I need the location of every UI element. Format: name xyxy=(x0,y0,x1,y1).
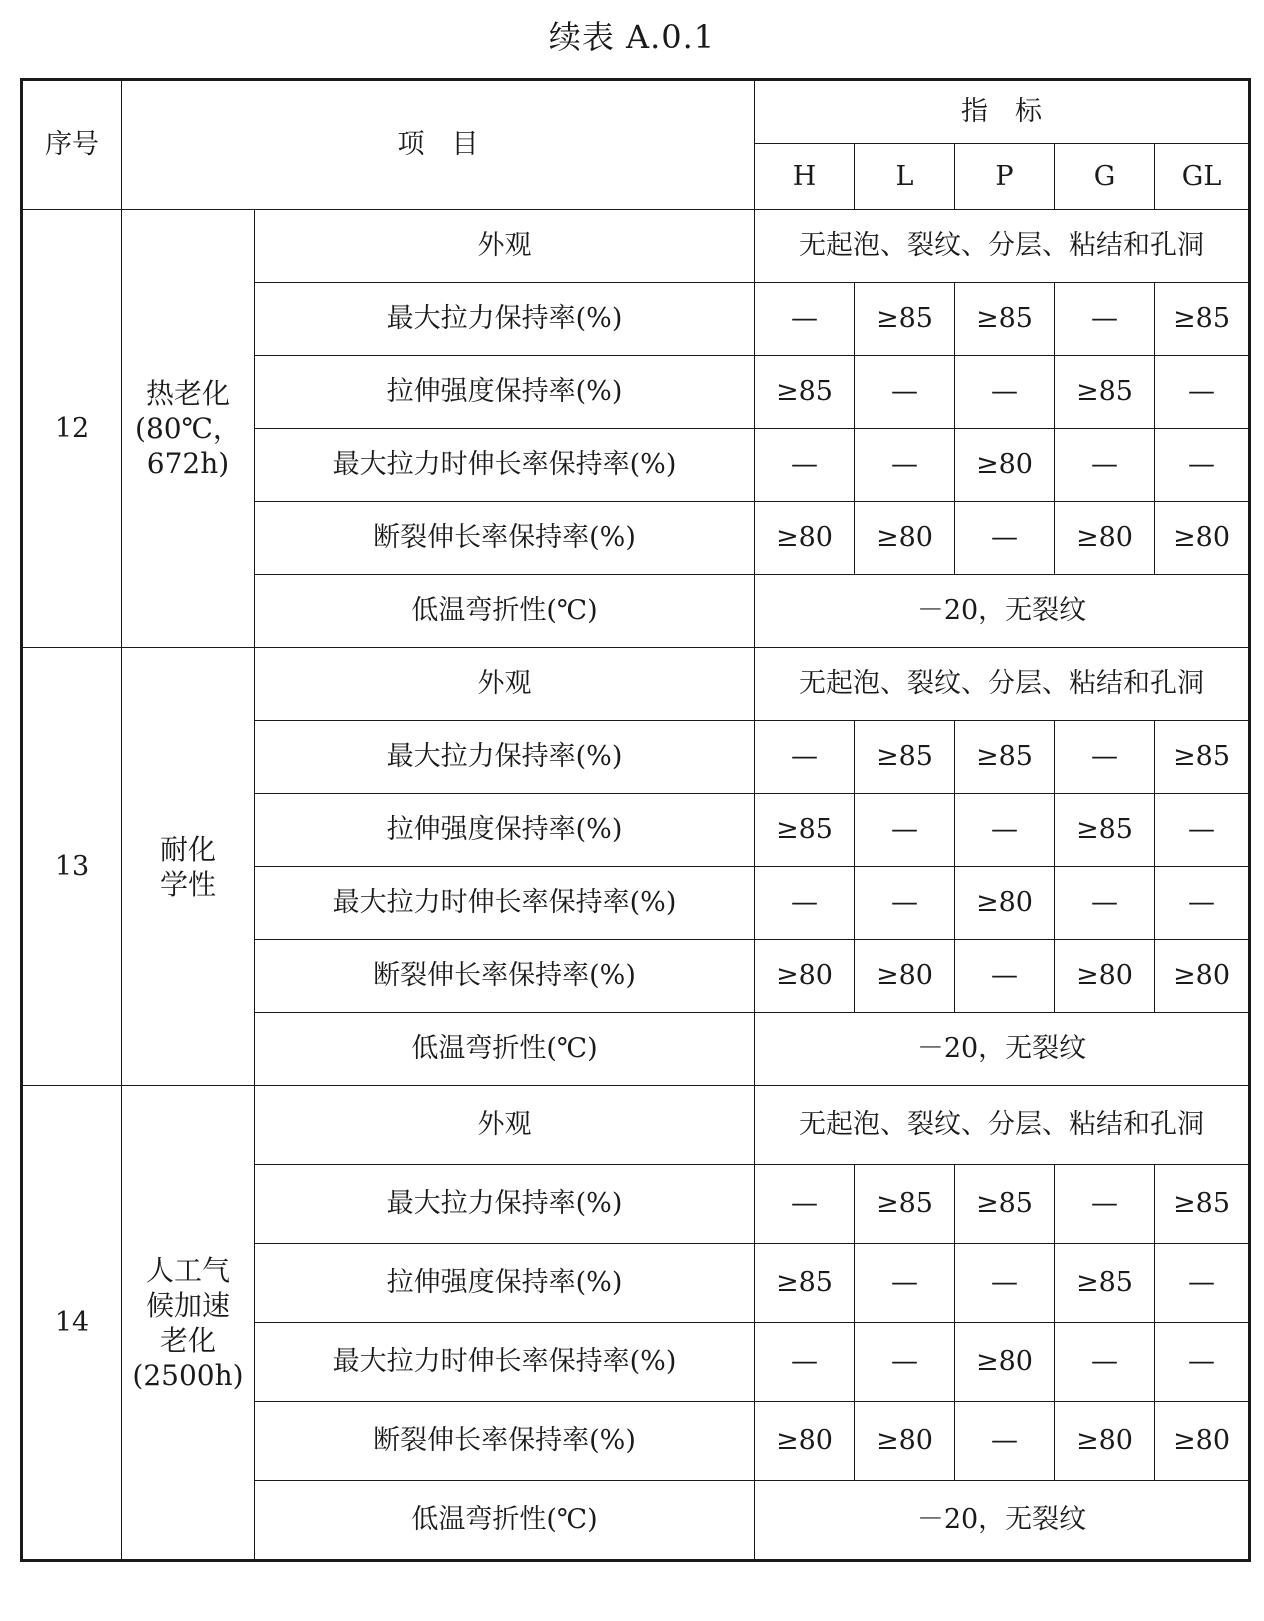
item-label: 最大拉力时伸长率保持率(%) xyxy=(255,1323,755,1402)
group-label xyxy=(122,210,255,648)
value-gl: — xyxy=(1155,1244,1250,1323)
item-label: 低温弯折性(℃) xyxy=(255,1481,755,1561)
spec-table-body xyxy=(22,80,1250,1561)
item-label: 最大拉力时伸长率保持率(%) xyxy=(255,867,755,940)
spanned-value: 无起泡、裂纹、分层、粘结和孔洞 xyxy=(755,648,1250,721)
value-p: — xyxy=(955,356,1055,429)
group-label-line: (2500h) xyxy=(132,1358,244,1392)
value-l: — xyxy=(855,794,955,867)
value-p: ≥80 xyxy=(955,1323,1055,1402)
group-label-line: 学性 xyxy=(159,867,216,901)
value-g: ≥85 xyxy=(1055,1244,1155,1323)
value-p: ≥80 xyxy=(955,429,1055,502)
value-gl: ≥85 xyxy=(1155,283,1250,356)
spanned-value: －20，无裂纹 xyxy=(755,1481,1250,1561)
table-caption: 续表 A.0.1 xyxy=(548,18,716,56)
item-label: 低温弯折性(℃) xyxy=(255,1013,755,1086)
value-h: ≥80 xyxy=(755,940,855,1013)
value-h: ≥80 xyxy=(755,1402,855,1481)
item-label: 最大拉力保持率(%) xyxy=(255,1165,755,1244)
value-l: — xyxy=(855,356,955,429)
value-g: — xyxy=(1055,721,1155,794)
group-label-line: 老化 xyxy=(159,1323,216,1357)
value-g: ≥80 xyxy=(1055,940,1155,1013)
group-label-line: 672h) xyxy=(146,447,230,480)
value-gl: ≥85 xyxy=(1155,1165,1250,1244)
value-h: ≥85 xyxy=(755,794,855,867)
header-type-h: H xyxy=(755,144,855,210)
item-label: 最大拉力时伸长率保持率(%) xyxy=(255,429,755,502)
group-label-line: 候加速 xyxy=(145,1288,230,1322)
value-l: ≥80 xyxy=(855,502,955,575)
value-l: — xyxy=(855,1244,955,1323)
value-h: ≥85 xyxy=(755,356,855,429)
value-p: ≥85 xyxy=(955,283,1055,356)
value-gl: — xyxy=(1155,1323,1250,1402)
value-l: ≥80 xyxy=(855,1402,955,1481)
item-label: 低温弯折性(℃) xyxy=(255,575,755,648)
item-label: 外观 xyxy=(255,210,755,283)
spanned-value: －20，无裂纹 xyxy=(755,575,1250,648)
item-label: 最大拉力保持率(%) xyxy=(255,283,755,356)
value-gl: — xyxy=(1155,356,1250,429)
group-label-line: 人工气 xyxy=(145,1253,230,1287)
header-type-g: G xyxy=(1055,144,1155,210)
item-label: 拉伸强度保持率(%) xyxy=(255,356,755,429)
value-gl: ≥80 xyxy=(1155,940,1250,1013)
value-p: ≥85 xyxy=(955,721,1055,794)
item-label: 断裂伸长率保持率(%) xyxy=(255,1402,755,1481)
header-no: 序号 xyxy=(22,80,122,210)
spanned-value: －20，无裂纹 xyxy=(755,1013,1250,1086)
value-l: — xyxy=(855,867,955,940)
item-label: 拉伸强度保持率(%) xyxy=(255,794,755,867)
value-p: — xyxy=(955,794,1055,867)
group-label xyxy=(122,648,255,1086)
value-g: ≥85 xyxy=(1055,356,1155,429)
header-item: 项 目 xyxy=(122,80,755,210)
value-h: — xyxy=(755,283,855,356)
table-row xyxy=(22,648,1250,721)
value-g: — xyxy=(1055,867,1155,940)
value-p: — xyxy=(955,1244,1055,1323)
value-p: — xyxy=(955,502,1055,575)
item-label: 拉伸强度保持率(%) xyxy=(255,1244,755,1323)
value-gl: — xyxy=(1155,429,1250,502)
value-p: ≥80 xyxy=(955,867,1055,940)
group-number: 12 xyxy=(22,210,122,648)
item-label: 断裂伸长率保持率(%) xyxy=(255,502,755,575)
item-label: 最大拉力保持率(%) xyxy=(255,721,755,794)
spanned-value: 无起泡、裂纹、分层、粘结和孔洞 xyxy=(755,1086,1250,1165)
value-h: ≥80 xyxy=(755,502,855,575)
value-g: ≥80 xyxy=(1055,1402,1155,1481)
value-p: — xyxy=(955,1402,1055,1481)
value-gl: — xyxy=(1155,794,1250,867)
value-l: — xyxy=(855,1323,955,1402)
value-gl: ≥85 xyxy=(1155,721,1250,794)
value-g: — xyxy=(1055,1165,1155,1244)
header-type-l: L xyxy=(855,144,955,210)
value-g: — xyxy=(1055,283,1155,356)
value-g: — xyxy=(1055,429,1155,502)
group-number: 14 xyxy=(22,1086,122,1561)
header-row xyxy=(22,80,1250,144)
value-l: ≥85 xyxy=(855,721,955,794)
value-h: ≥85 xyxy=(755,1244,855,1323)
value-h: — xyxy=(755,1323,855,1402)
value-l: ≥85 xyxy=(855,283,955,356)
group-label-line: 热老化 xyxy=(145,377,230,410)
group-number: 13 xyxy=(22,648,122,1086)
value-p: — xyxy=(955,940,1055,1013)
value-l: — xyxy=(855,429,955,502)
header-type-p: P xyxy=(955,144,1055,210)
group-label-line: (80℃， xyxy=(135,412,241,445)
value-h: — xyxy=(755,721,855,794)
header-index: 指 标 xyxy=(755,80,1250,144)
value-p: ≥85 xyxy=(955,1165,1055,1244)
spec-table xyxy=(20,78,1251,1562)
value-h: — xyxy=(755,1165,855,1244)
group-label xyxy=(122,1086,255,1561)
value-g: ≥85 xyxy=(1055,794,1155,867)
item-label: 断裂伸长率保持率(%) xyxy=(255,940,755,1013)
header-type-gl: GL xyxy=(1155,144,1250,210)
group-label-line: 耐化 xyxy=(159,832,216,866)
spanned-value: 无起泡、裂纹、分层、粘结和孔洞 xyxy=(755,210,1250,283)
value-gl: ≥80 xyxy=(1155,502,1250,575)
item-label: 外观 xyxy=(255,648,755,721)
item-label: 外观 xyxy=(255,1086,755,1165)
value-gl: — xyxy=(1155,867,1250,940)
value-g: — xyxy=(1055,1323,1155,1402)
value-h: — xyxy=(755,429,855,502)
table-row xyxy=(22,1086,1250,1165)
value-gl: ≥80 xyxy=(1155,1402,1250,1481)
value-g: ≥80 xyxy=(1055,502,1155,575)
table-row xyxy=(22,210,1250,283)
value-l: ≥85 xyxy=(855,1165,955,1244)
value-h: — xyxy=(755,867,855,940)
value-l: ≥80 xyxy=(855,940,955,1013)
